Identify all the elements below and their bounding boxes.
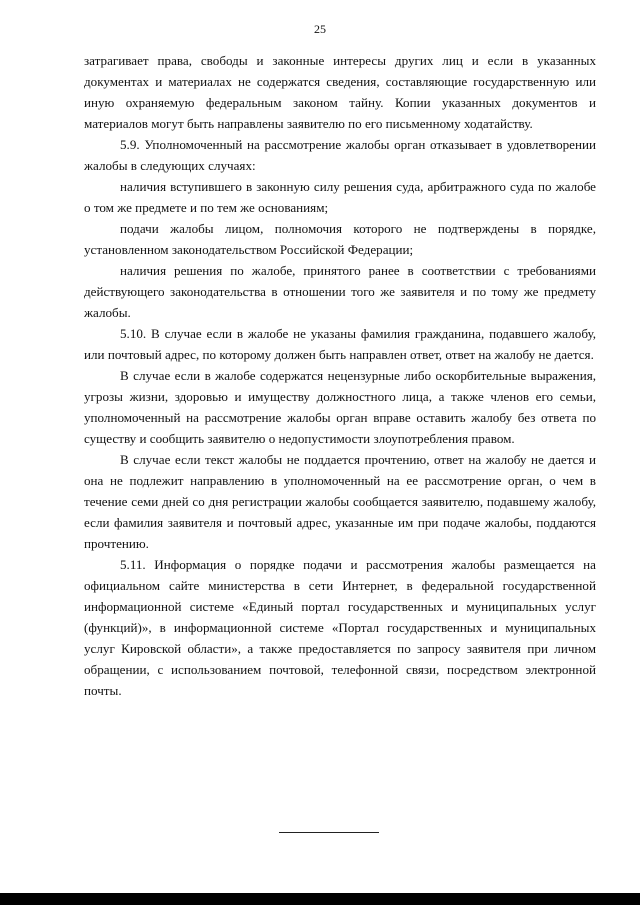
paragraph: затрагивает права, свободы и законные интересы других лиц и если в указанных документах и материалах не содержатся сведения, составляющие государственную или иную охраняемую федеральным законом тайну. Копии указанных документов и материалов могут быть направлены заявителю по его письменному ходатайству.	[84, 53, 596, 131]
paragraph: подачи жалобы лицом, полномочия которого не подтверждены в порядке, установленном законодательством Российской Федерации;	[84, 221, 596, 257]
page-number: 25	[314, 22, 326, 36]
paragraph-5-11: 5.11. Информация о порядке подачи и рассмотрения жалобы размещается на официальном сайте министерства в сети Интернет, в федеральной государственной информационной системе «Единый портал государственных и муниципальных услуг (функций)», в информационной системе «Портал государственных и муниципальных услуг Кировской области», а также предоставляется по запросу заявителя при личном обращении, с использованием почтовой, телефонной связи, посредством электронной почты.	[84, 557, 596, 698]
scan-border	[0, 893, 640, 905]
paragraph: В случае если в жалобе содержатся нецензурные либо оскорбительные выражения, угрозы жизни, здоровью и имуществу должностного лица, а также членов его семьи, уполномоченный на рассмотрение жалобы орган вправе оставить жалобу без ответа по существу и сообщить заявителю о недопустимости злоупотребления правом.	[84, 368, 596, 446]
document-body	[84, 50, 596, 701]
paragraph-5-9: 5.9. Уполномоченный на рассмотрение жалобы орган отказывает в удовлетворении жалобы в следующих случаях:	[84, 137, 596, 173]
paragraph: В случае если текст жалобы не поддается прочтению, ответ на жалобу не дается и она не подлежит направлению в уполномоченный на ее рассмотрение орган, о чем в течение семи дней со дня регистрации жалобы сообщается заявителю, подавшему жалобу, если фамилия заявителя и почтовый адрес, указанные им при подаче жалобы, поддаются прочтению.	[84, 452, 596, 551]
paragraph: наличия вступившего в законную силу решения суда, арбитражного суда по жалобе о том же предмете и по тем же основаниям;	[84, 179, 596, 215]
end-divider-line	[279, 832, 379, 833]
paragraph: наличия решения по жалобе, принятого ранее в соответствии с требованиями действующего законодательства в отношении того же заявителя и по тому же предмету жалобы.	[84, 263, 596, 320]
paragraph-5-10: 5.10. В случае если в жалобе не указаны фамилия гражданина, подавшего жалобу, или почтовый адрес, по которому должен быть направлен ответ, ответ на жалобу не дается.	[84, 326, 596, 362]
